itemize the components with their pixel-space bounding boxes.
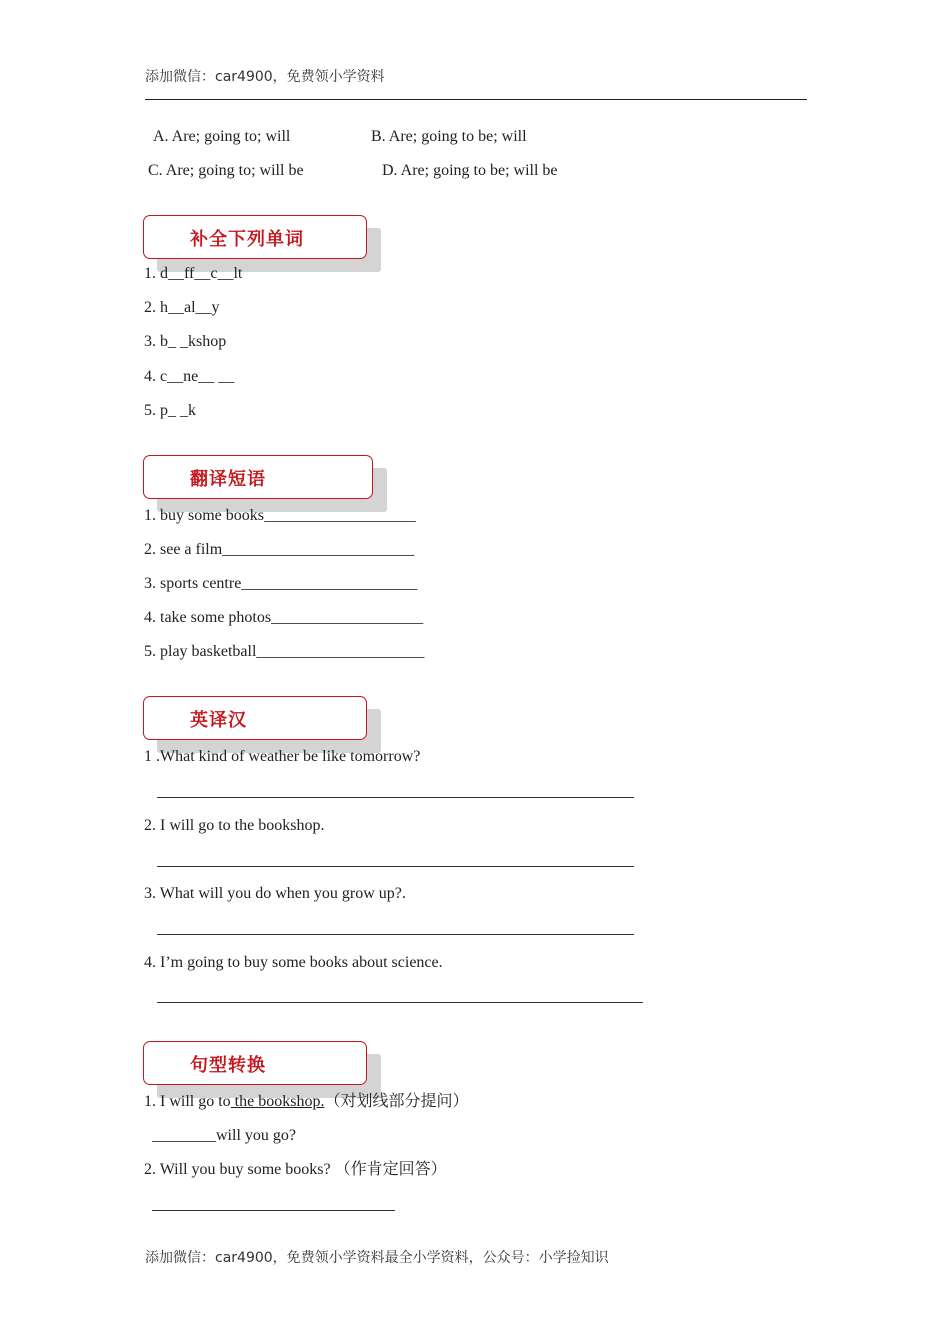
page-header: 添加微信：car4900，免费领小学资料 <box>145 69 385 85</box>
heading-title: 句型转换 <box>190 1055 266 1076</box>
answer-line <box>157 1002 643 1003</box>
heading-title: 英译汉 <box>190 710 247 731</box>
sentence-item-2: 2. I will go to the bookshop. <box>144 817 325 834</box>
sentence-item-1: 1 .What kind of weather be like tomorrow? <box>144 748 421 765</box>
heading-title: 翻译短语 <box>190 469 266 490</box>
page-footer: 添加微信：car4900，免费领小学资料最全小学资料，公众号：小学捡知识 <box>145 1250 609 1266</box>
transform-question-1 <box>144 1092 468 1112</box>
underlined-phrase: the bookshop. <box>230 1093 325 1110</box>
phrase-item-2: 2. see a film________________________ <box>144 541 415 558</box>
phrase-item-5: 5. play basketball_____________________ <box>144 643 425 660</box>
answer-line <box>157 934 634 935</box>
word-item-5: 5. p_ _k <box>144 402 196 419</box>
word-item-1: 1. d__ff__c__lt <box>144 265 243 282</box>
section-heading-english-to-chinese <box>143 696 367 740</box>
answer-line <box>152 1210 395 1211</box>
question-instruction: （对划线部分提问） <box>324 1093 469 1110</box>
choice-d: D. Are; going to be; will be <box>382 162 558 179</box>
phrase-item-3: 3. sports centre______________________ <box>144 575 418 592</box>
header-rule <box>145 99 807 100</box>
answer-line <box>157 866 634 867</box>
word-item-4: 4. c__ne__ __ <box>144 368 235 385</box>
question-text: 1. I will go to <box>144 1093 231 1110</box>
transform-question-2: 2. Will you buy some books? （作肯定回答） <box>144 1161 447 1178</box>
choice-a: A. Are; going to; will <box>153 128 291 145</box>
word-item-2: 2. h__al__y <box>144 299 220 316</box>
heading-title: 补全下列单词 <box>190 229 304 250</box>
phrase-item-4: 4. take some photos___________________ <box>144 609 424 626</box>
section-heading-complete-words <box>143 215 367 259</box>
word-item-3: 3. b_ _kshop <box>144 333 227 350</box>
sentence-item-4: 4. I’m going to buy some books about science. <box>144 954 443 971</box>
section-heading-sentence-transformation <box>143 1041 367 1085</box>
sentence-item-3: 3. What will you do when you grow up?. <box>144 885 406 902</box>
transform-answer-1: ________will you go? <box>152 1127 296 1144</box>
choice-c: C. Are; going to; will be <box>148 162 304 179</box>
phrase-item-1: 1. buy some books___________________ <box>144 507 416 524</box>
choice-b: B. Are; going to be; will <box>371 128 527 145</box>
section-heading-translate-phrases <box>143 455 373 499</box>
answer-line <box>157 797 634 798</box>
heading-box <box>143 696 367 740</box>
